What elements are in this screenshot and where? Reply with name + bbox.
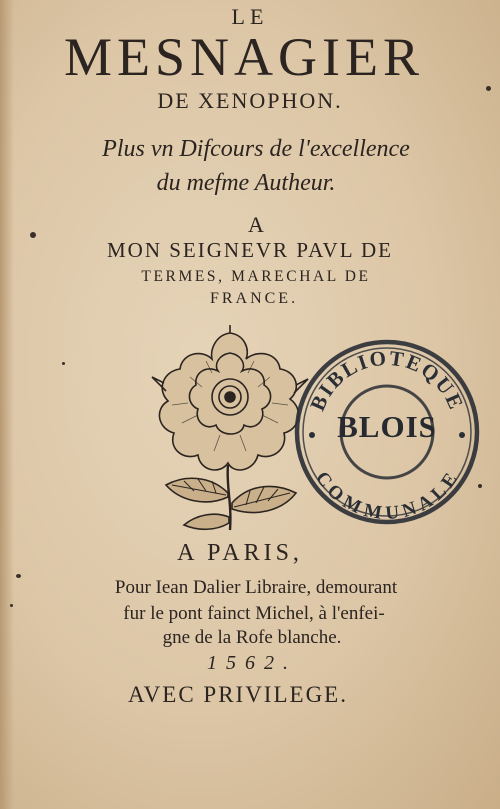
imprint-line-3: gne de la Rofe blanche. — [162, 627, 342, 648]
paper-speck — [30, 232, 36, 238]
paper-speck — [486, 86, 491, 91]
paper-speck — [10, 604, 13, 607]
rose-flower-icon — [150, 325, 310, 535]
dedication-line-3: FRANCE. — [209, 290, 299, 307]
imprint-city: A PARIS, — [177, 540, 303, 566]
imprint-line-1: Pour Iean Dalier Libraire, demourant — [114, 577, 398, 598]
paper-speck — [62, 362, 65, 365]
title-le: LE — [231, 4, 269, 29]
paper-speck — [16, 574, 21, 578]
dedication-line-2: TERMES, MARECHAL DE — [141, 268, 371, 285]
imprint-year: 1562. — [207, 652, 297, 674]
dedication-a: A — [248, 212, 264, 237]
subtitle-line-1: Plus vn Difcours de l'excellence — [102, 136, 410, 162]
subtitle-line-2: du mefme Autheur. — [156, 170, 336, 196]
stamp-center-text: BLOIS — [337, 409, 437, 444]
paper-speck — [478, 484, 482, 488]
stamp-bottom-text: COMMUNALE — [311, 467, 463, 525]
stamp-top-text: BIBLIOTEQUE — [305, 345, 469, 415]
imprint-line-2: fur le pont fainct Michel, à l'enfei- — [123, 603, 385, 624]
main-title: MESNAGIER — [63, 27, 424, 87]
privilege-line: AVEC PRIVILEGE. — [128, 682, 348, 707]
author-line: DE XENOPHON. — [157, 88, 343, 113]
dedication-line-1: MON SEIGNEVR PAVL DE — [106, 238, 393, 262]
